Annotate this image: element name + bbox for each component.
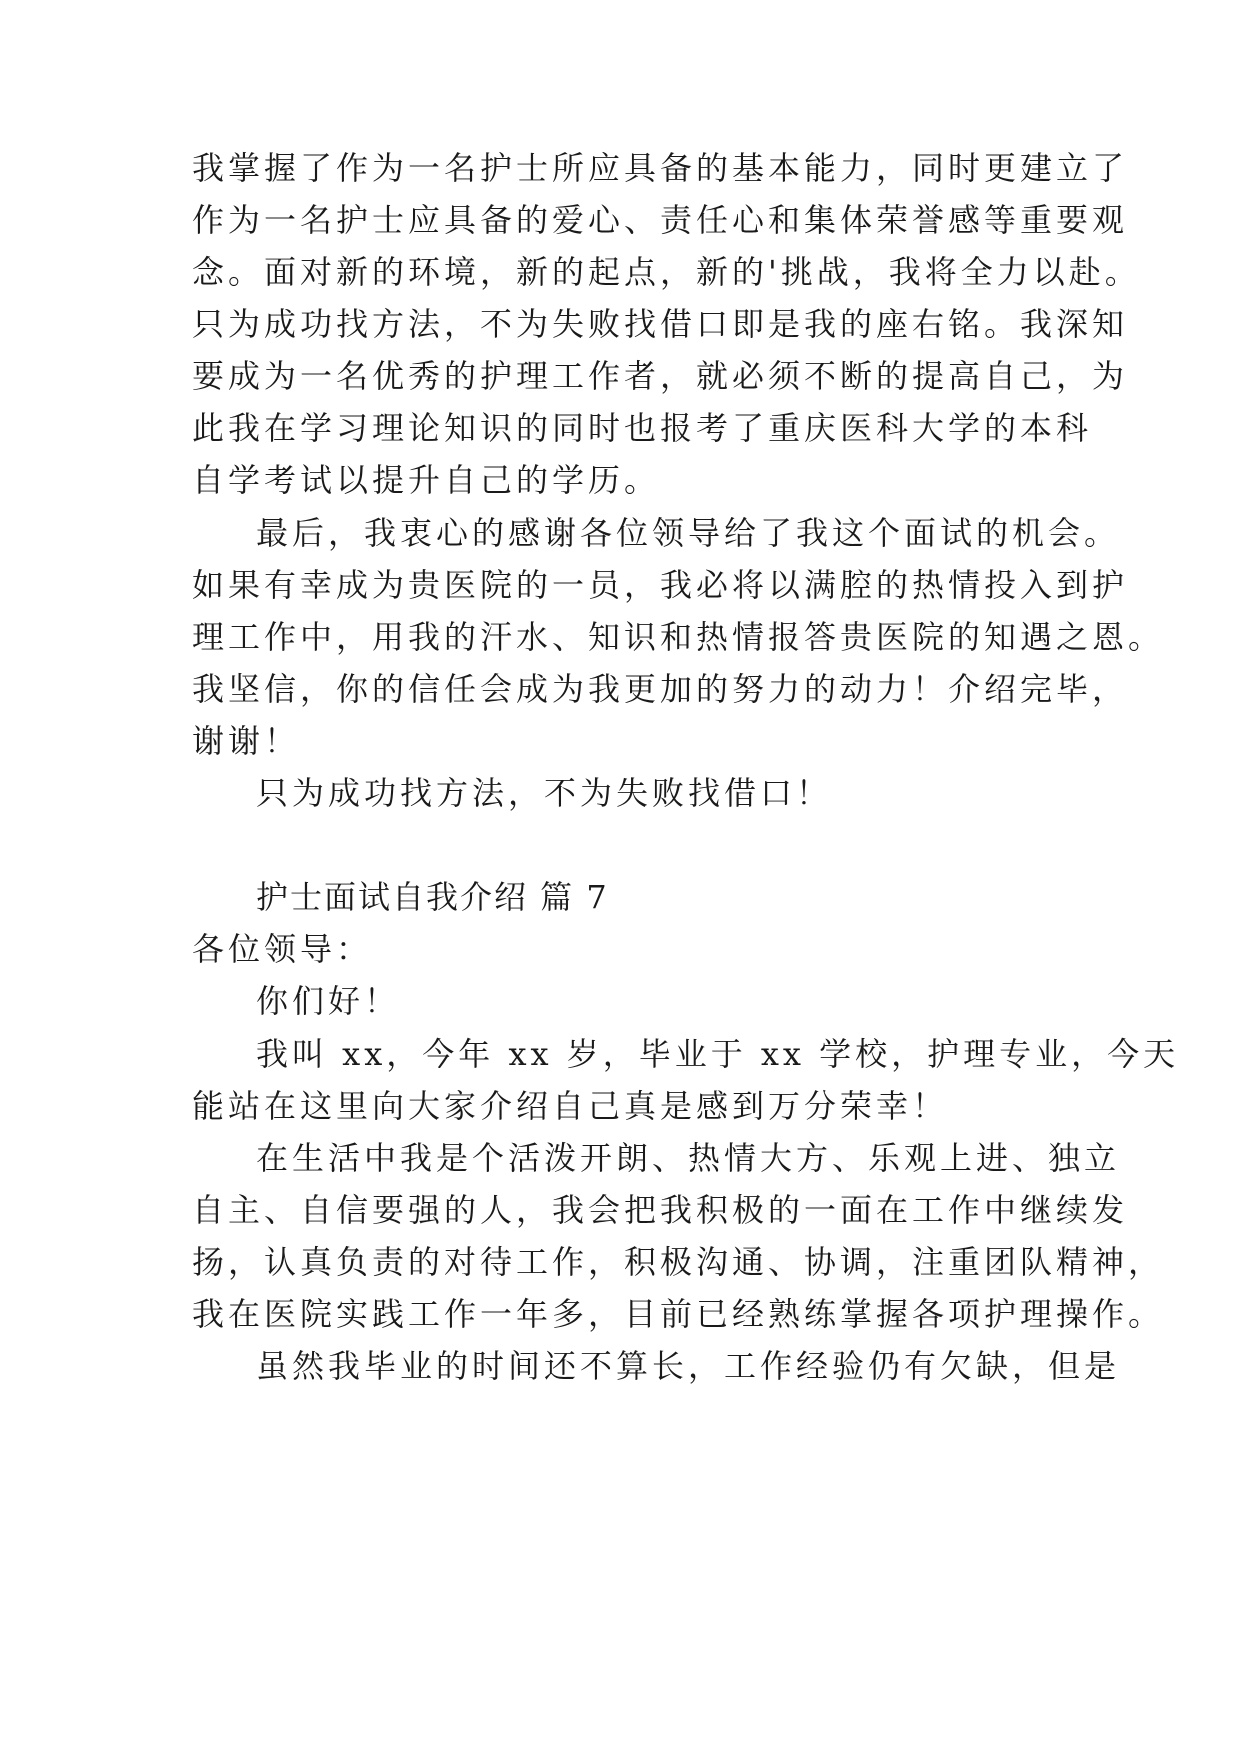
paragraph-line: 念。面对新的环境，新的起点，新的'挑战，我将全力以赴。 xyxy=(192,253,1141,291)
section-heading: 护士面试自我介绍 篇 7 xyxy=(256,878,609,916)
paragraph-line: 最后，我衷心的感谢各位领导给了我这个面试的机会。 xyxy=(256,514,1121,552)
paragraph-line: 我在医院实践工作一年多，目前已经熟练掌握各项护理操作。 xyxy=(192,1295,1165,1333)
paragraph-line: 理工作中，用我的汗水、知识和热情报答贵医院的知遇之恩。 xyxy=(192,618,1165,656)
salutation: 各位领导： xyxy=(192,930,373,968)
paragraph-line: 我坚信，你的信任会成为我更加的努力的动力！介绍完毕， xyxy=(192,670,1129,708)
greeting: 你们好！ xyxy=(256,982,401,1020)
paragraph-line: 虽然我毕业的时间还不算长，工作经验仍有欠缺，但是 xyxy=(256,1347,1121,1385)
paragraph-line: 扬，认真负责的对待工作，积极沟通、协调，注重团队精神， xyxy=(192,1243,1165,1281)
paragraph-line: 在生活中我是个活泼开朗、热情大方、乐观上进、独立 xyxy=(256,1139,1121,1177)
paragraph-line: 谢谢！ xyxy=(192,722,301,760)
paragraph-line: 要成为一名优秀的护理工作者，就必须不断的提高自己，为 xyxy=(192,357,1129,395)
paragraph-line: 能站在这里向大家介绍自己真是感到万分荣幸！ xyxy=(192,1087,949,1125)
paragraph-line: 作为一名护士应具备的爱心、责任心和集体荣誉感等重要观 xyxy=(192,201,1129,239)
paragraph-line: 只为成功找方法，不为失败找借口即是我的座右铭。我深知 xyxy=(192,305,1129,343)
paragraph-line: 此我在学习理论知识的同时也报考了重庆医科大学的本科 xyxy=(192,409,1093,447)
paragraph-line: 我叫 xx，今年 xx 岁，毕业于 xx 学校，护理专业，今天 xyxy=(256,1035,1180,1073)
paragraph-line: 如果有幸成为贵医院的一员，我必将以满腔的热情投入到护 xyxy=(192,566,1129,604)
paragraph-line: 我掌握了作为一名护士所应具备的基本能力，同时更建立了 xyxy=(192,149,1129,187)
paragraph-line: 自学考试以提升自己的学历。 xyxy=(192,461,661,499)
paragraph-line: 只为成功找方法，不为失败找借口！ xyxy=(256,774,833,812)
paragraph-line: 自主、自信要强的人，我会把我积极的一面在工作中继续发 xyxy=(192,1191,1129,1229)
